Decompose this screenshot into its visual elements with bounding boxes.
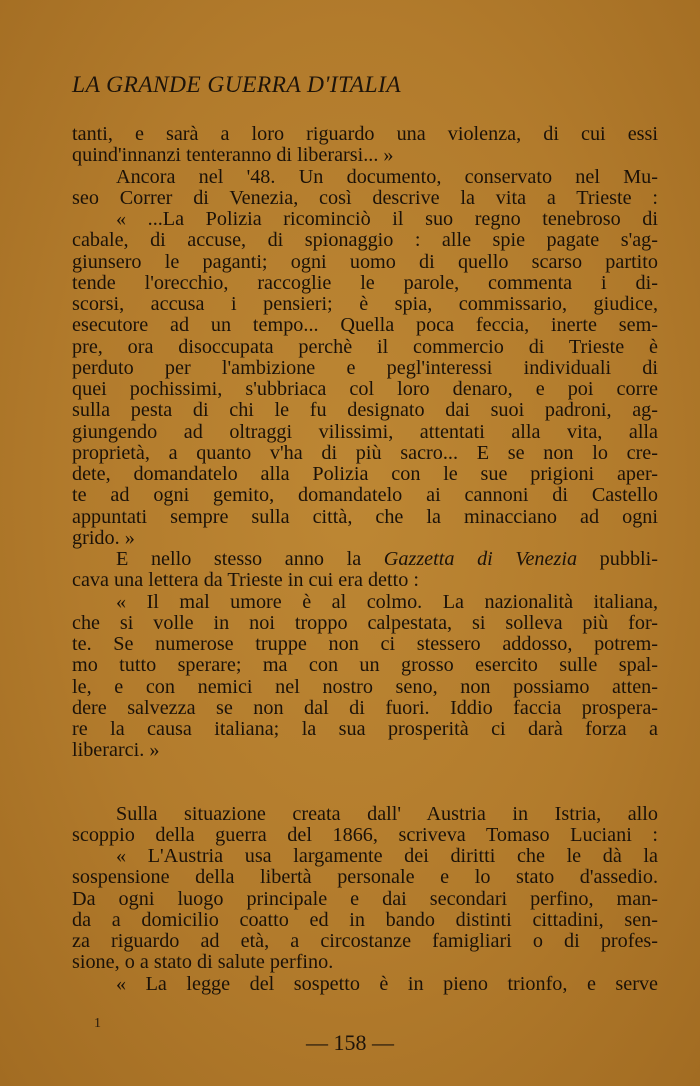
- text-line: giungendo ad oltraggi vilissimi, attentati alla vita, alla: [72, 420, 658, 443]
- signature-mark: 1: [94, 1016, 101, 1031]
- page-number: — 158 —: [306, 1030, 394, 1055]
- text-line: Sulla situazione creata dall' Austria in Istria, allo: [116, 802, 658, 825]
- text-line: te ad ogni gemito, domandatelo ai cannoni di Castello: [72, 484, 658, 507]
- text-line: scorsi, accusa i pensieri; è spia, commissario, giudice,: [72, 293, 658, 315]
- text-line: te. Se numerose truppe non ci stessero addosso, potrem-: [72, 633, 658, 655]
- text-line: le, e con nemici nel nostro seno, non possiamo atten-: [72, 675, 658, 698]
- text-line: « Il mal umore è al colmo. La nazionalità italiana,: [116, 590, 658, 613]
- text-line: da a domicilio coatto ed in bando distinti cittadini, sen-: [72, 908, 658, 931]
- text-line: dere salvezza se non dal di fuori. Iddio faccia prospera-: [72, 696, 658, 719]
- text-run: pubbli-: [577, 548, 658, 570]
- text-line: grido. »: [72, 526, 135, 549]
- text-line: proprietà, a quanto v'ha di più sacro... E se non lo cre-: [72, 441, 658, 464]
- text-line: pre, ora disoccupata perchè il commercio di Trieste è: [72, 335, 658, 358]
- text-line: cabale, di accuse, di spionaggio : alle spie pagate s'ag-: [72, 229, 658, 252]
- text-line: che si volle in noi troppo calpestata, si solleva più for-: [72, 611, 658, 634]
- text-line: appuntati sempre sulla città, che la minacciano ad ogni: [72, 505, 658, 528]
- text-line: cava una lettera da Trieste in cui era detto :: [72, 569, 419, 592]
- text-line: « L'Austria usa largamente dei diritti che le dà la: [116, 845, 658, 867]
- text-line: sulla pesta di chi le fu designato dai suoi padroni, ag-: [72, 399, 658, 422]
- periodical-title: Gazzetta di Venezia: [383, 548, 578, 570]
- text-line: « ...La Polizia ricominciò il suo regno tenebroso di: [116, 208, 658, 230]
- text-line: liberarci. »: [72, 739, 160, 762]
- text-line: sospensione della libertà personale e lo stato d'assedio.: [72, 866, 658, 889]
- text-line: re la causa italiana; la sua prosperità ci darà forza a: [72, 718, 658, 740]
- text-line: tanti, e sarà a loro riguardo una violenza, di cui essi: [72, 123, 658, 145]
- text-line: Da ogni luogo principale e dai secondari perfino, man-: [72, 887, 658, 910]
- text-line: quind'innanzi tenteranno di liberarsi... »: [72, 144, 394, 167]
- text-line: giunsero le paganti; ogni uomo di quello scarso partito: [72, 250, 658, 273]
- paragraph-gap: [72, 762, 658, 804]
- text-line: scoppio della guerra del 1866, scriveva Tomaso Luciani :: [72, 823, 658, 846]
- text-line: seo Correr di Venezia, così descrive la vita a Trieste :: [72, 186, 658, 209]
- text-line: mo tutto sperare; ma con un grosso esercito sulle spal-: [72, 654, 658, 677]
- text-line: perduto per l'ambizione e pegl'interessi individuali di: [72, 356, 658, 379]
- body-text: [72, 124, 658, 995]
- running-title: LA GRANDE GUERRA D'ITALIA: [72, 72, 401, 98]
- text-line: sione, o a stato di salute perfino.: [72, 951, 334, 974]
- text-line: quei pochissimi, s'ubbriaca col loro denaro, e poi corre: [72, 378, 658, 400]
- text-line: [72, 549, 658, 570]
- text-line: esecutore ad un tempo... Quella poca feccia, inerte sem-: [72, 314, 658, 337]
- text-line: Ancora nel '48. Un documento, conservato nel Mu-: [116, 165, 658, 188]
- text-line: tende l'orecchio, raccoglie le parole, commenta i di-: [72, 271, 658, 294]
- text-line: za riguardo ad età, a circostanze famigliari o di profes-: [72, 930, 658, 952]
- text-run: E nello stesso anno la: [116, 548, 384, 570]
- text-line: « La legge del sospetto è in pieno trionfo, e serve: [116, 972, 658, 995]
- text-line: dete, domandatelo alla Polizia con le sue prigioni aper-: [72, 463, 658, 485]
